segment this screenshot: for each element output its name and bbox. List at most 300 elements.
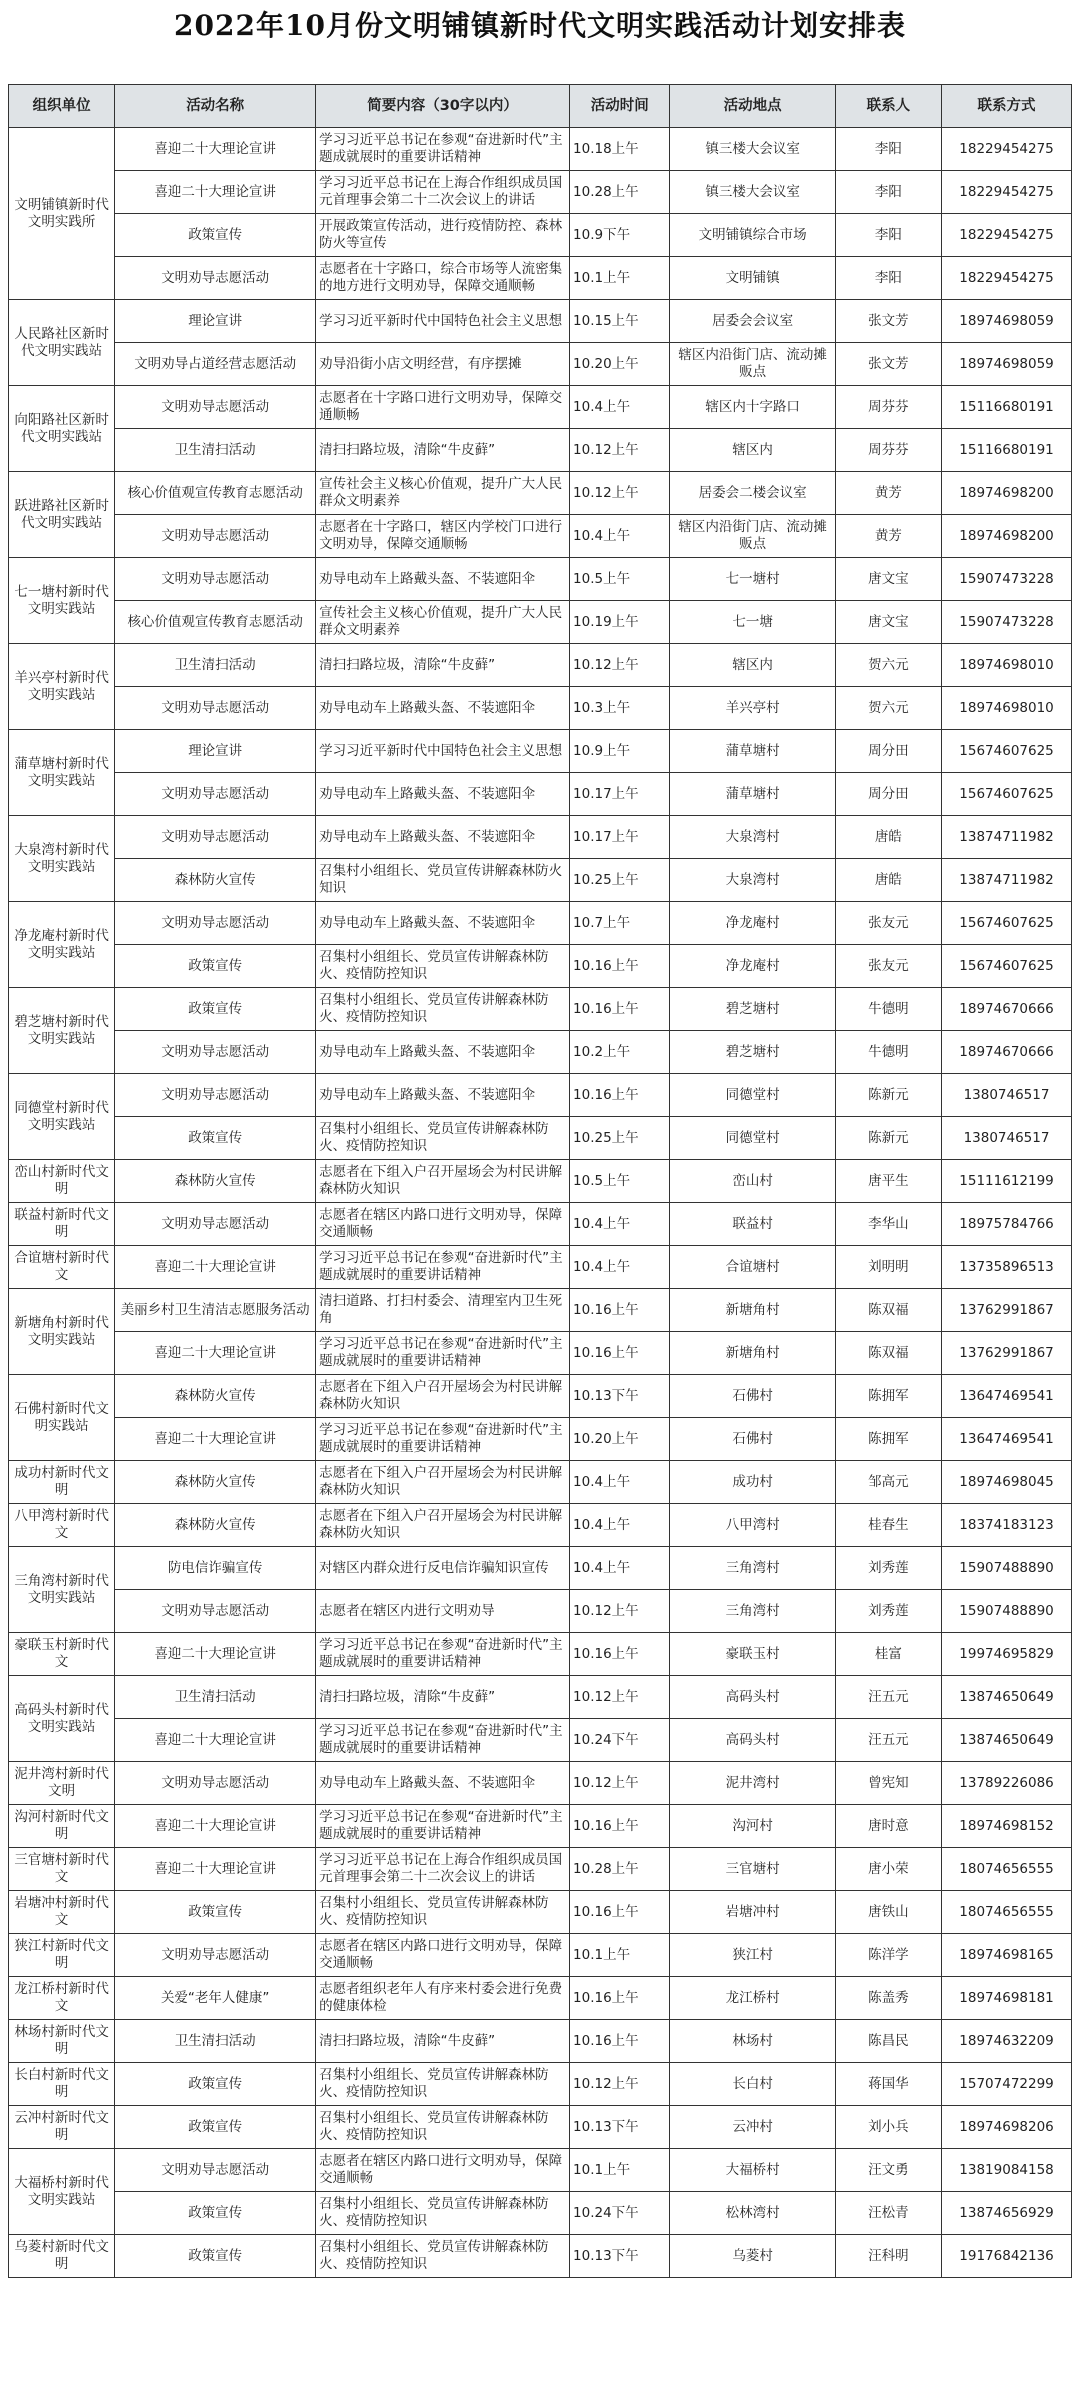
table-row	[9, 1934, 1072, 1977]
place-cell: 净龙庵村	[670, 902, 835, 945]
contact-cell: 贺六元	[835, 644, 941, 687]
phone-cell: 15674607625	[942, 945, 1072, 988]
contact-cell: 李华山	[835, 1203, 941, 1246]
activity-cell: 喜迎二十大理论宣讲	[115, 1633, 316, 1676]
content-cell: 志愿者组织老年人有序来村委会进行免费的健康体检	[316, 1977, 570, 2020]
contact-cell: 陈洋学	[835, 1934, 941, 1977]
time-cell: 10.24下午	[570, 2192, 670, 2235]
phone-cell: 18974698152	[942, 1805, 1072, 1848]
contact-cell: 张文芳	[835, 300, 941, 343]
time-cell: 10.1上午	[570, 2149, 670, 2192]
table-row	[9, 1676, 1072, 1719]
time-cell: 10.20上午	[570, 343, 670, 386]
activity-cell: 卫生清扫活动	[115, 429, 316, 472]
place-cell: 高码头村	[670, 1719, 835, 1762]
phone-cell: 18974698206	[942, 2106, 1072, 2149]
time-cell: 10.1上午	[570, 1934, 670, 1977]
org-unit-cell: 云冲村新时代文明	[9, 2106, 115, 2149]
content-cell: 清扫扫路垃圾，清除“牛皮藓”	[316, 644, 570, 687]
activity-cell: 文明劝导志愿活动	[115, 1762, 316, 1805]
phone-cell: 13647469541	[942, 1375, 1072, 1418]
phone-cell: 13647469541	[942, 1418, 1072, 1461]
time-cell: 10.4上午	[570, 386, 670, 429]
place-cell: 净龙庵村	[670, 945, 835, 988]
phone-cell: 18229454275	[942, 171, 1072, 214]
activity-cell: 政策宣传	[115, 1117, 316, 1160]
table-row	[9, 1977, 1072, 2020]
content-cell: 学习习近平总书记在参观“奋进新时代”主题成就展时的重要讲话精神	[316, 128, 570, 171]
contact-cell: 桂富	[835, 1633, 941, 1676]
activity-cell: 文明劝导志愿活动	[115, 816, 316, 859]
header-content: 简要内容（30字以内）	[316, 85, 570, 128]
phone-cell: 19974695829	[942, 1633, 1072, 1676]
content-cell: 志愿者在辖区内路口进行文明劝导，保障交通顺畅	[316, 1934, 570, 1977]
activity-cell: 文明劝导志愿活动	[115, 2149, 316, 2192]
phone-cell: 15707472299	[942, 2063, 1072, 2106]
contact-cell: 汪五元	[835, 1676, 941, 1719]
contact-cell: 汪松青	[835, 2192, 941, 2235]
activity-cell: 核心价值观宣传教育志愿活动	[115, 472, 316, 515]
time-cell: 10.12上午	[570, 644, 670, 687]
contact-cell: 邹高元	[835, 1461, 941, 1504]
activity-cell: 森林防火宣传	[115, 1504, 316, 1547]
time-cell: 10.18上午	[570, 128, 670, 171]
contact-cell: 黄芳	[835, 515, 941, 558]
time-cell: 10.13下午	[570, 2235, 670, 2278]
table-row	[9, 1891, 1072, 1934]
org-unit-cell: 乌菱村新时代文明	[9, 2235, 115, 2278]
phone-cell: 18974698181	[942, 1977, 1072, 2020]
activity-cell: 喜迎二十大理论宣讲	[115, 1848, 316, 1891]
table-row	[9, 429, 1072, 472]
phone-cell: 18974698010	[942, 687, 1072, 730]
activity-cell: 政策宣传	[115, 988, 316, 1031]
phone-cell: 13735896513	[942, 1246, 1072, 1289]
time-cell: 10.16上午	[570, 1891, 670, 1934]
phone-cell: 15111612199	[942, 1160, 1072, 1203]
phone-cell: 13789226086	[942, 1762, 1072, 1805]
place-cell: 新塘角村	[670, 1332, 835, 1375]
org-unit-cell: 新塘角村新时代文明实践站	[9, 1289, 115, 1375]
place-cell: 豪联玉村	[670, 1633, 835, 1676]
phone-cell: 13874656929	[942, 2192, 1072, 2235]
activity-cell: 政策宣传	[115, 2192, 316, 2235]
table-row	[9, 730, 1072, 773]
org-unit-cell: 三官塘村新时代文	[9, 1848, 115, 1891]
time-cell: 10.28上午	[570, 171, 670, 214]
time-cell: 10.28上午	[570, 1848, 670, 1891]
place-cell: 石佛村	[670, 1375, 835, 1418]
content-cell: 学习习近平总书记在参观“奋进新时代”主题成就展时的重要讲话精神	[316, 1418, 570, 1461]
contact-cell: 唐皓	[835, 859, 941, 902]
table-row	[9, 945, 1072, 988]
contact-cell: 蒋国华	[835, 2063, 941, 2106]
org-unit-cell: 文明铺镇新时代文明实践所	[9, 128, 115, 300]
contact-cell: 牛德明	[835, 988, 941, 1031]
org-unit-cell: 狭江村新时代文明	[9, 1934, 115, 1977]
place-cell: 石佛村	[670, 1418, 835, 1461]
place-cell: 蒲草塘村	[670, 730, 835, 773]
table-row	[9, 300, 1072, 343]
phone-cell: 15674607625	[942, 902, 1072, 945]
activity-cell: 文明劝导志愿活动	[115, 687, 316, 730]
content-cell: 召集村小组组长、党员宣传讲解森林防火、疫情防控知识	[316, 988, 570, 1031]
table-row	[9, 1762, 1072, 1805]
table-row	[9, 1074, 1072, 1117]
content-cell: 对辖区内群众进行反电信诈骗知识宣传	[316, 1547, 570, 1590]
table-row	[9, 1504, 1072, 1547]
table-row	[9, 687, 1072, 730]
time-cell: 10.9上午	[570, 730, 670, 773]
content-cell: 召集村小组组长、党员宣传讲解森林防火、疫情防控知识	[316, 2063, 570, 2106]
phone-cell: 19176842136	[942, 2235, 1072, 2278]
header-time: 活动时间	[570, 85, 670, 128]
org-unit-cell: 三角湾村新时代文明实践站	[9, 1547, 115, 1633]
contact-cell: 李阳	[835, 171, 941, 214]
place-cell: 七一塘村	[670, 558, 835, 601]
org-unit-cell: 同德堂村新时代文明实践站	[9, 1074, 115, 1160]
phone-cell: 15907473228	[942, 558, 1072, 601]
table-row	[9, 816, 1072, 859]
phone-cell: 18974698165	[942, 1934, 1072, 1977]
place-cell: 大泉湾村	[670, 859, 835, 902]
table-row	[9, 128, 1072, 171]
content-cell: 劝导电动车上路戴头盔、不装遮阳伞	[316, 1031, 570, 1074]
content-cell: 召集村小组组长、党员宣传讲解森林防火、疫情防控知识	[316, 1891, 570, 1934]
time-cell: 10.4上午	[570, 1547, 670, 1590]
content-cell: 志愿者在十字路口，综合市场等人流密集的地方进行文明劝导，保障交通顺畅	[316, 257, 570, 300]
activity-cell: 文明劝导志愿活动	[115, 902, 316, 945]
contact-cell: 陈昌民	[835, 2020, 941, 2063]
place-cell: 碧芝塘村	[670, 1031, 835, 1074]
contact-cell: 贺六元	[835, 687, 941, 730]
activity-cell: 文明劝导志愿活动	[115, 1590, 316, 1633]
org-unit-cell: 高码头村新时代文明实践站	[9, 1676, 115, 1762]
contact-cell: 张友元	[835, 902, 941, 945]
activity-cell: 文明劝导志愿活动	[115, 386, 316, 429]
table-row	[9, 558, 1072, 601]
time-cell: 10.24下午	[570, 1719, 670, 1762]
phone-cell: 18374183123	[942, 1504, 1072, 1547]
content-cell: 劝导电动车上路戴头盔、不装遮阳伞	[316, 902, 570, 945]
org-unit-cell: 岩塘冲村新时代文	[9, 1891, 115, 1934]
content-cell: 志愿者在辖区内路口进行文明劝导，保障交通顺畅	[316, 1203, 570, 1246]
phone-cell: 18974698200	[942, 515, 1072, 558]
place-cell: 新塘角村	[670, 1289, 835, 1332]
time-cell: 10.17上午	[570, 816, 670, 859]
content-cell: 劝导电动车上路戴头盔、不装遮阳伞	[316, 1762, 570, 1805]
content-cell: 志愿者在下组入户召开屋场会为村民讲解森林防火知识	[316, 1375, 570, 1418]
table-row	[9, 1203, 1072, 1246]
phone-cell: 13874650649	[942, 1676, 1072, 1719]
phone-cell: 18229454275	[942, 214, 1072, 257]
table-row	[9, 1547, 1072, 1590]
table-row	[9, 1633, 1072, 1676]
content-cell: 志愿者在辖区内路口进行文明劝导，保障交通顺畅	[316, 2149, 570, 2192]
activity-cell: 森林防火宣传	[115, 859, 316, 902]
phone-cell: 15674607625	[942, 773, 1072, 816]
org-unit-cell: 龙江桥村新时代文	[9, 1977, 115, 2020]
contact-cell: 桂春生	[835, 1504, 941, 1547]
time-cell: 10.19上午	[570, 601, 670, 644]
table-row	[9, 472, 1072, 515]
place-cell: 泥井湾村	[670, 1762, 835, 1805]
activity-cell: 森林防火宣传	[115, 1461, 316, 1504]
org-unit-cell: 泥井湾村新时代文明	[9, 1762, 115, 1805]
place-cell: 蒲草塘村	[670, 773, 835, 816]
time-cell: 10.25上午	[570, 1117, 670, 1160]
phone-cell: 13874711982	[942, 816, 1072, 859]
org-unit-cell: 人民路社区新时代文明实践站	[9, 300, 115, 386]
contact-cell: 曾宪知	[835, 1762, 941, 1805]
contact-cell: 周芬芬	[835, 429, 941, 472]
phone-cell: 1380746517	[942, 1074, 1072, 1117]
place-cell: 岩塘冲村	[670, 1891, 835, 1934]
contact-cell: 唐平生	[835, 1160, 941, 1203]
org-unit-cell: 八甲湾村新时代文	[9, 1504, 115, 1547]
place-cell: 成功村	[670, 1461, 835, 1504]
activity-cell: 卫生清扫活动	[115, 644, 316, 687]
contact-cell: 刘小兵	[835, 2106, 941, 2149]
content-cell: 志愿者在下组入户召开屋场会为村民讲解森林防火知识	[316, 1160, 570, 1203]
contact-cell: 黄芳	[835, 472, 941, 515]
table-row	[9, 773, 1072, 816]
time-cell: 10.16上午	[570, 945, 670, 988]
activity-cell: 理论宣讲	[115, 730, 316, 773]
time-cell: 10.17上午	[570, 773, 670, 816]
content-cell: 劝导电动车上路戴头盔、不装遮阳伞	[316, 1074, 570, 1117]
place-cell: 乌菱村	[670, 2235, 835, 2278]
place-cell: 文明铺镇	[670, 257, 835, 300]
table-row	[9, 988, 1072, 1031]
content-cell: 学习习近平总书记在参观“奋进新时代”主题成就展时的重要讲话精神	[316, 1719, 570, 1762]
content-cell: 学习习近平总书记在参观“奋进新时代”主题成就展时的重要讲话精神	[316, 1633, 570, 1676]
table-row	[9, 1418, 1072, 1461]
place-cell: 大福桥村	[670, 2149, 835, 2192]
header-org: 组织单位	[9, 85, 115, 128]
contact-cell: 刘秀莲	[835, 1590, 941, 1633]
activity-cell: 政策宣传	[115, 214, 316, 257]
phone-cell: 15907488890	[942, 1590, 1072, 1633]
content-cell: 劝导电动车上路戴头盔、不装遮阳伞	[316, 816, 570, 859]
table-row	[9, 2020, 1072, 2063]
time-cell: 10.12上午	[570, 1590, 670, 1633]
activity-cell: 政策宣传	[115, 2063, 316, 2106]
table-row	[9, 1332, 1072, 1375]
time-cell: 10.4上午	[570, 1504, 670, 1547]
table-row	[9, 644, 1072, 687]
table-row	[9, 1805, 1072, 1848]
content-cell: 学习习近平总书记在参观“奋进新时代”主题成就展时的重要讲话精神	[316, 1805, 570, 1848]
content-cell: 志愿者在下组入户召开屋场会为村民讲解森林防火知识	[316, 1504, 570, 1547]
contact-cell: 唐皓	[835, 816, 941, 859]
place-cell: 沟河村	[670, 1805, 835, 1848]
phone-cell: 15116680191	[942, 429, 1072, 472]
contact-cell: 周分田	[835, 773, 941, 816]
activity-cell: 政策宣传	[115, 2235, 316, 2278]
place-cell: 辖区内沿街门店、流动摊贩点	[670, 343, 835, 386]
activity-cell: 喜迎二十大理论宣讲	[115, 1805, 316, 1848]
place-cell: 同德堂村	[670, 1074, 835, 1117]
contact-cell: 刘明明	[835, 1246, 941, 1289]
content-cell: 召集村小组组长、党员宣传讲解森林防火、疫情防控知识	[316, 2235, 570, 2278]
phone-cell: 18074656555	[942, 1891, 1072, 1934]
place-cell: 大泉湾村	[670, 816, 835, 859]
time-cell: 10.15上午	[570, 300, 670, 343]
header-place: 活动地点	[670, 85, 835, 128]
phone-cell: 18975784766	[942, 1203, 1072, 1246]
org-unit-cell: 羊兴亭村新时代文明实践站	[9, 644, 115, 730]
time-cell: 10.4上午	[570, 1461, 670, 1504]
org-unit-cell: 联益村新时代文明	[9, 1203, 115, 1246]
phone-cell: 18229454275	[942, 257, 1072, 300]
activity-cell: 卫生清扫活动	[115, 2020, 316, 2063]
content-cell: 志愿者在十字路口进行文明劝导，保障交通顺畅	[316, 386, 570, 429]
time-cell: 10.9下午	[570, 214, 670, 257]
table-row	[9, 386, 1072, 429]
time-cell: 10.4上午	[570, 515, 670, 558]
activity-cell: 理论宣讲	[115, 300, 316, 343]
activity-cell: 关爱“老年人健康”	[115, 1977, 316, 2020]
content-cell: 清扫道路、打扫村委会、清理室内卫生死角	[316, 1289, 570, 1332]
content-cell: 志愿者在辖区内进行文明劝导	[316, 1590, 570, 1633]
time-cell: 10.20上午	[570, 1418, 670, 1461]
place-cell: 辖区内十字路口	[670, 386, 835, 429]
time-cell: 10.12上午	[570, 472, 670, 515]
header-phone: 联系方式	[942, 85, 1072, 128]
place-cell: 辖区内沿街门店、流动摊贩点	[670, 515, 835, 558]
table-row	[9, 859, 1072, 902]
time-cell: 10.5上午	[570, 1160, 670, 1203]
document-title: 2022年10月份文明铺镇新时代文明实践活动计划安排表	[174, 9, 906, 42]
time-cell: 10.16上午	[570, 1977, 670, 2020]
activity-cell: 防电信诈骗宣传	[115, 1547, 316, 1590]
table-row	[9, 2063, 1072, 2106]
table-row	[9, 1031, 1072, 1074]
table-row	[9, 2106, 1072, 2149]
contact-cell: 张友元	[835, 945, 941, 988]
time-cell: 10.12上午	[570, 1676, 670, 1719]
time-cell: 10.16上午	[570, 1332, 670, 1375]
time-cell: 10.25上午	[570, 859, 670, 902]
place-cell: 镇三楼大会议室	[670, 171, 835, 214]
activity-cell: 文明劝导志愿活动	[115, 1031, 316, 1074]
table-row	[9, 1375, 1072, 1418]
content-cell: 学习习近平新时代中国特色社会主义思想	[316, 300, 570, 343]
phone-cell: 13762991867	[942, 1289, 1072, 1332]
content-cell: 劝导电动车上路戴头盔、不装遮阳伞	[316, 558, 570, 601]
contact-cell: 汪文勇	[835, 2149, 941, 2192]
org-unit-cell: 大福桥村新时代文明实践站	[9, 2149, 115, 2235]
org-unit-cell: 沟河村新时代文明	[9, 1805, 115, 1848]
contact-cell: 陈新元	[835, 1117, 941, 1160]
phone-cell: 18974670666	[942, 1031, 1072, 1074]
place-cell: 联益村	[670, 1203, 835, 1246]
table-row	[9, 343, 1072, 386]
table-body	[9, 128, 1072, 2278]
activity-cell: 喜迎二十大理论宣讲	[115, 1719, 316, 1762]
org-unit-cell: 成功村新时代文明	[9, 1461, 115, 1504]
org-unit-cell: 碧芝塘村新时代文明实践站	[9, 988, 115, 1074]
org-unit-cell: 七一塘村新时代文明实践站	[9, 558, 115, 644]
contact-cell: 陈拥军	[835, 1375, 941, 1418]
content-cell: 劝导电动车上路戴头盔、不装遮阳伞	[316, 687, 570, 730]
schedule-table	[8, 84, 1072, 2278]
phone-cell: 18974698010	[942, 644, 1072, 687]
table-row	[9, 1461, 1072, 1504]
contact-cell: 唐小荣	[835, 1848, 941, 1891]
contact-cell: 周分田	[835, 730, 941, 773]
content-cell: 学习习近平总书记在参观“奋进新时代”主题成就展时的重要讲话精神	[316, 1332, 570, 1375]
phone-cell: 13874711982	[942, 859, 1072, 902]
table-row	[9, 2192, 1072, 2235]
content-cell: 清扫扫路垃圾，清除“牛皮藓”	[316, 1676, 570, 1719]
place-cell: 同德堂村	[670, 1117, 835, 1160]
phone-cell: 13874650649	[942, 1719, 1072, 1762]
time-cell: 10.12上午	[570, 429, 670, 472]
place-cell: 镇三楼大会议室	[670, 128, 835, 171]
table-row	[9, 2149, 1072, 2192]
place-cell: 高码头村	[670, 1676, 835, 1719]
activity-cell: 森林防火宣传	[115, 1160, 316, 1203]
contact-cell: 周芬芬	[835, 386, 941, 429]
time-cell: 10.4上午	[570, 1246, 670, 1289]
phone-cell: 13819084158	[942, 2149, 1072, 2192]
phone-cell: 18974698059	[942, 343, 1072, 386]
place-cell: 林场村	[670, 2020, 835, 2063]
time-cell: 10.7上午	[570, 902, 670, 945]
contact-cell: 李阳	[835, 214, 941, 257]
phone-cell: 15907473228	[942, 601, 1072, 644]
table-row	[9, 1719, 1072, 1762]
phone-cell: 15116680191	[942, 386, 1072, 429]
phone-cell: 13762991867	[942, 1332, 1072, 1375]
contact-cell: 牛德明	[835, 1031, 941, 1074]
time-cell: 10.3上午	[570, 687, 670, 730]
phone-cell: 18974632209	[942, 2020, 1072, 2063]
activity-cell: 喜迎二十大理论宣讲	[115, 128, 316, 171]
content-cell: 清扫扫路垃圾，清除“牛皮藓”	[316, 429, 570, 472]
table-row	[9, 214, 1072, 257]
org-unit-cell: 蒲草塘村新时代文明实践站	[9, 730, 115, 816]
org-unit-cell: 豪联玉村新时代文	[9, 1633, 115, 1676]
content-cell: 召集村小组组长、党员宣传讲解森林防火、疫情防控知识	[316, 2106, 570, 2149]
activity-cell: 文明劝导占道经营志愿活动	[115, 343, 316, 386]
place-cell: 辖区内	[670, 644, 835, 687]
table-row	[9, 1848, 1072, 1891]
activity-cell: 喜迎二十大理论宣讲	[115, 1332, 316, 1375]
activity-cell: 核心价值观宣传教育志愿活动	[115, 601, 316, 644]
org-unit-cell: 合谊塘村新时代文	[9, 1246, 115, 1289]
content-cell: 召集村小组组长、党员宣传讲解森林防火、疫情防控知识	[316, 1117, 570, 1160]
activity-cell: 喜迎二十大理论宣讲	[115, 1246, 316, 1289]
org-unit-cell: 石佛村新时代文明实践站	[9, 1375, 115, 1461]
activity-cell: 喜迎二十大理论宣讲	[115, 1418, 316, 1461]
contact-cell: 张文芳	[835, 343, 941, 386]
org-unit-cell: 净龙庵村新时代文明实践站	[9, 902, 115, 988]
content-cell: 召集村小组组长、党员宣传讲解森林防火、疫情防控知识	[316, 2192, 570, 2235]
place-cell: 云冲村	[670, 2106, 835, 2149]
place-cell: 羊兴亭村	[670, 687, 835, 730]
content-cell: 劝导沿街小店文明经营，有序摆摊	[316, 343, 570, 386]
phone-cell: 1380746517	[942, 1117, 1072, 1160]
place-cell: 龙江桥村	[670, 1977, 835, 2020]
activity-cell: 政策宣传	[115, 945, 316, 988]
contact-cell: 唐文宝	[835, 601, 941, 644]
table-row	[9, 2235, 1072, 2278]
contact-cell: 唐铁山	[835, 1891, 941, 1934]
contact-cell: 陈拥军	[835, 1418, 941, 1461]
